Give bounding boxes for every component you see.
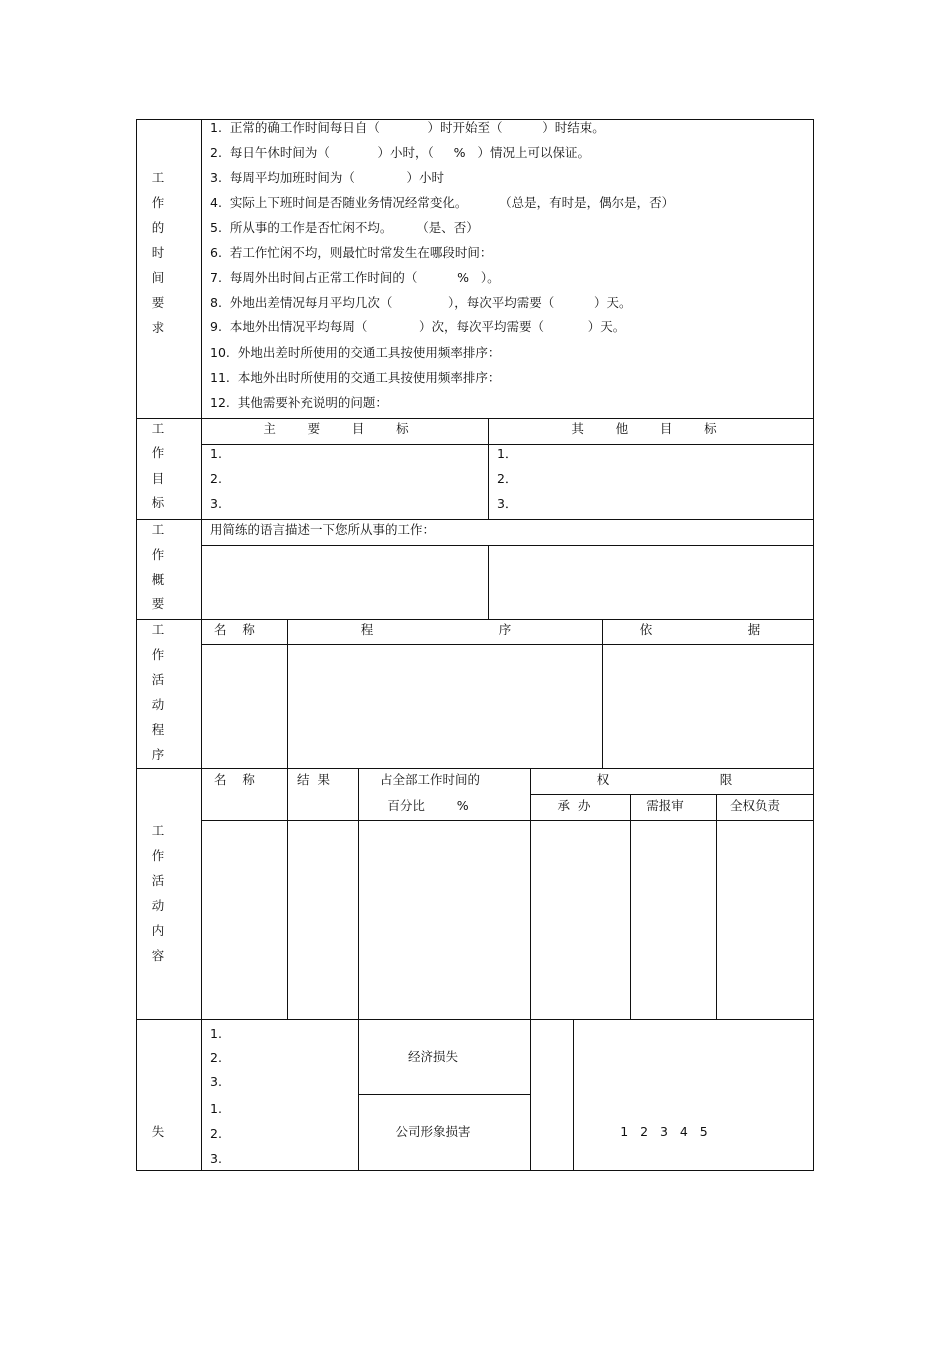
time-item: 1. 正常的确工作时间每日自（ ）时开始至（ ）时结束。: [210, 120, 605, 135]
time-item: 3. 每周平均加班时间为（ ）小时: [210, 170, 445, 185]
procedure-basis-header-a: 依: [639, 622, 653, 637]
loss-scale: 1 2 3 4 5: [620, 1124, 708, 1139]
procedure-basis-header-b: 据: [747, 622, 761, 637]
procedure-name-header: 名 称: [214, 622, 255, 637]
other-goals-header: 其 他 目 标: [571, 421, 717, 436]
content-label-char: 作: [151, 848, 165, 863]
time-label-char: 要: [151, 295, 165, 310]
content-label-char: 活: [151, 873, 165, 888]
time-item: 10. 外地出差时所使用的交通工具按使用频率排序：: [210, 345, 501, 360]
authority-full-header: 全权负责: [729, 798, 781, 813]
time-label-char: 时: [151, 245, 165, 260]
goal-label-char: 工: [151, 421, 165, 436]
image-loss-item: 1.: [210, 1101, 222, 1116]
image-loss-item: 2.: [210, 1126, 222, 1141]
main-goal-item: 2.: [210, 471, 222, 486]
procedure-label-char: 动: [151, 697, 165, 712]
econ-loss-label: 经济损失: [407, 1049, 459, 1064]
main-goals-header: 主 要 目 标: [263, 421, 409, 436]
image-loss-item: 3.: [210, 1151, 222, 1166]
summary-label-char: 工: [151, 522, 165, 537]
time-label-char: 的: [151, 220, 165, 235]
content-percent-header-line1: 占全部工作时间的: [379, 772, 481, 787]
content-result-header: 结 果: [297, 772, 330, 787]
other-goal-item: 1．: [497, 446, 518, 461]
procedure-label-char: 活: [151, 672, 165, 687]
summary-label-char: 概: [151, 572, 165, 587]
econ-loss-item: 3.: [210, 1074, 222, 1089]
authority-undertake-header: 承 办: [557, 798, 591, 813]
time-item: 11. 本地外出时所使用的交通工具按使用频率排序：: [210, 370, 501, 385]
authority-header-a: 权: [596, 772, 610, 787]
time-label-char: 求: [151, 320, 165, 335]
main-goal-item: 1.: [210, 446, 222, 461]
summary-label-char: 要: [151, 596, 165, 611]
goal-label-char: 标: [151, 495, 165, 510]
procedure-label-char: 作: [151, 647, 165, 662]
other-goal-item: 3．: [497, 496, 518, 511]
procedure-label-char: 程: [151, 722, 165, 737]
content-label-char: 工: [151, 823, 165, 838]
content-name-header: 名 称: [214, 772, 255, 787]
time-item: 12. 其他需要补充说明的问题：: [210, 395, 388, 410]
time-label-char: 间: [151, 270, 165, 285]
other-goal-item: 2．: [497, 471, 518, 486]
summary-label-char: 作: [151, 547, 165, 562]
procedure-step-header-b: 序: [498, 622, 512, 637]
summary-prompt: 用简练的语言描述一下您所从事的工作：: [210, 522, 436, 537]
image-loss-label: 公司形象损害: [395, 1124, 471, 1139]
time-item: 9. 本地外出情况平均每周（ ）次，每次平均需要（ ）天。: [210, 319, 626, 334]
content-label-char: 动: [151, 898, 165, 913]
authority-header-b: 限: [719, 772, 733, 787]
time-item: 5. 所从事的工作是否忙闲不均。 （是、否）: [210, 220, 479, 235]
time-label-char: 作: [151, 195, 165, 210]
time-item: 2. 每日午休时间为（ ）小时，（ % ）情况上可以保证。: [210, 145, 590, 160]
procedure-label-char: 工: [151, 622, 165, 637]
time-label-char: 工: [151, 170, 165, 185]
time-item: 4. 实际上下班时间是否随业务情况经常变化。 （总是，有时是，偶尔是，否）: [210, 195, 675, 210]
goal-label-char: 作: [151, 445, 165, 460]
procedure-step-header-a: 程: [360, 622, 374, 637]
time-item: 6. 若工作忙闲不均，则最忙时常发生在哪段时间：: [210, 245, 493, 260]
content-percent-header-line2: 百分比 %: [387, 798, 469, 813]
main-goal-item: 3.: [210, 496, 222, 511]
econ-loss-item: 1.: [210, 1026, 222, 1041]
econ-loss-item: 2.: [210, 1050, 222, 1065]
content-label-char: 容: [151, 948, 165, 963]
content-label-char: 内: [151, 923, 165, 938]
procedure-label-char: 序: [151, 747, 165, 762]
loss-label: 失: [151, 1124, 165, 1139]
time-item: 8. 外地出差情况每月平均几次（ ），每次平均需要（ ）天。: [210, 295, 632, 310]
time-item: 7. 每周外出时间占正常工作时间的（ % ）。: [210, 270, 500, 285]
authority-report-header: 需报审: [646, 798, 684, 813]
goal-label-char: 目: [151, 471, 165, 486]
